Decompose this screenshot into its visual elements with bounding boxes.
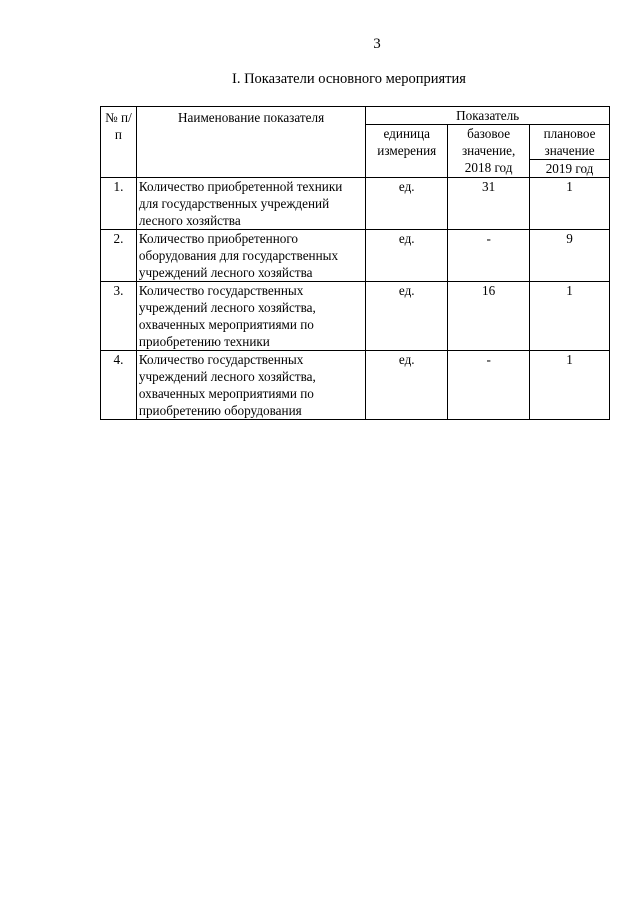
header-base xyxy=(448,125,530,178)
row-plan: 1 xyxy=(530,282,610,351)
row-name: Количество государственных учреждений лесного хозяйства, охваченных мероприятиями по приобретению техники xyxy=(136,282,365,351)
header-base-year: 2018 год xyxy=(464,160,513,175)
table-row xyxy=(101,178,610,230)
row-plan: 9 xyxy=(530,230,610,282)
row-num: 2. xyxy=(101,230,137,282)
row-num: 3. xyxy=(101,282,137,351)
table-row xyxy=(101,282,610,351)
row-base: 31 xyxy=(448,178,530,230)
row-name: Количество государственных учреждений лесного хозяйства, охваченных мероприятиями по приобретению оборудования xyxy=(136,351,365,420)
header-indicator-group: Показатель xyxy=(366,107,610,125)
header-plan-label: плановое значение xyxy=(543,126,596,158)
row-unit: ед. xyxy=(366,178,448,230)
section-title: I. Показатели основного мероприятия xyxy=(232,71,466,87)
row-num: 4. xyxy=(101,351,137,420)
row-base: 16 xyxy=(448,282,530,351)
header-plan-year: 2019 год xyxy=(530,159,609,177)
row-base: - xyxy=(448,351,530,420)
header-plan xyxy=(530,125,610,178)
row-unit: ед. xyxy=(366,230,448,282)
header-num: № п/п xyxy=(101,107,137,178)
header-name: Наименование показателя xyxy=(136,107,365,178)
row-unit: ед. xyxy=(366,351,448,420)
table-header-row xyxy=(101,107,610,125)
header-unit: единица измерения xyxy=(366,125,448,178)
header-base-label: базовое значение, xyxy=(461,126,516,158)
row-unit: ед. xyxy=(366,282,448,351)
row-plan: 1 xyxy=(530,351,610,420)
indicators-table xyxy=(100,106,610,420)
row-name: Количество приобретенной техники для государственных учреждений лесного хозяйства xyxy=(136,178,365,230)
table-row xyxy=(101,351,610,420)
table-row xyxy=(101,230,610,282)
row-num: 1. xyxy=(101,178,137,230)
row-base: - xyxy=(448,230,530,282)
page-number: 3 xyxy=(373,36,381,52)
row-name: Количество приобретенного оборудования для государственных учреждений лесного хозяйства xyxy=(136,230,365,282)
row-plan: 1 xyxy=(530,178,610,230)
